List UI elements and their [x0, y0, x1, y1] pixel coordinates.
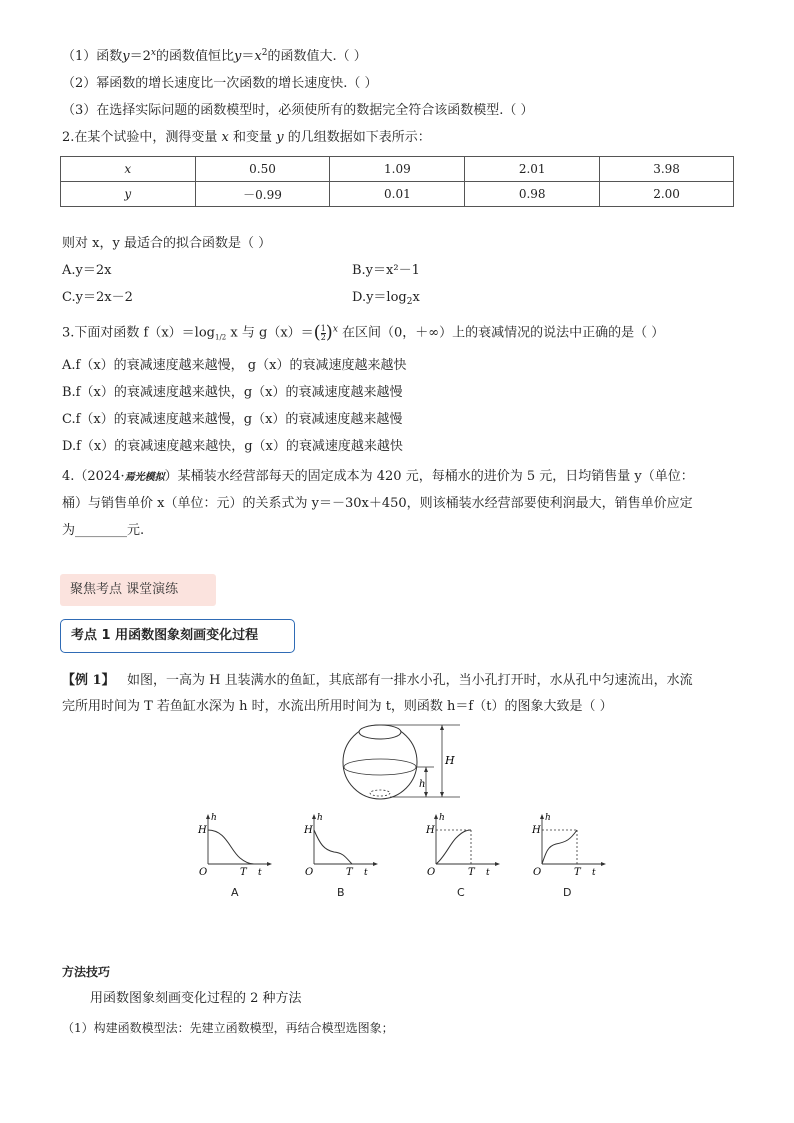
- q3-option-d: D.f（x）的衰减速度越来越快，g（x）的衰减速度越来越快: [62, 439, 403, 454]
- method-line-2: （1）构建函数模型法：先建立函数模型，再结合模型选图象；: [62, 1021, 394, 1035]
- q3-option-a: A.f（x）的衰减速度越来越慢， g（x）的衰减速度越来越快: [62, 358, 407, 373]
- q2-stem: 2.在某个试验中，测得变量 x 和变量 y 的几组数据如下表所示：: [62, 130, 431, 145]
- table-cell: －0.99: [195, 182, 330, 207]
- axis-h: h: [545, 813, 551, 823]
- axis-h: h: [439, 813, 445, 823]
- section-banner: 聚焦考点 课堂演练: [60, 574, 216, 606]
- q1-item-2: （2）幂函数的增长速度比一次函数的增长速度快.（ ）: [62, 76, 378, 91]
- table-cell: x: [61, 157, 196, 182]
- origin: O: [427, 867, 436, 878]
- table-row: [61, 182, 734, 207]
- table-cell: 1.09: [330, 157, 465, 182]
- table-cell: y: [61, 182, 196, 207]
- exam-point-title: 考点 1 用函数图象刻画变化过程: [60, 619, 295, 653]
- axis-h: h: [211, 813, 217, 823]
- q3-option-c: C.f（x）的衰减速度越来越慢，g（x）的衰减速度越来越慢: [62, 412, 403, 427]
- label-H: H: [445, 754, 455, 767]
- table-cell: 0.01: [330, 182, 465, 207]
- table-cell: 3.98: [600, 157, 734, 182]
- graph-b: [302, 812, 382, 882]
- axis-H: H: [532, 825, 541, 836]
- example-line-2: 完所用时间为 T 若鱼缸水深为 h 时，水流出所用时间为 t，则函数 h＝f（t）的图象大致是（ ）: [62, 699, 613, 714]
- origin: O: [199, 867, 208, 878]
- label-h: h: [419, 779, 426, 790]
- table-cell: 0.98: [465, 182, 600, 207]
- axis-H: H: [198, 825, 207, 836]
- table-cell: 2.00: [600, 182, 734, 207]
- graph-d-label: D: [563, 886, 572, 899]
- graph-c: [424, 812, 504, 882]
- method-line-1: 用函数图象刻画变化过程的 2 种方法: [90, 991, 302, 1006]
- table-cell: 2.01: [465, 157, 600, 182]
- q4-line-3: 为________元.: [62, 523, 145, 538]
- axis-T: T: [574, 867, 581, 878]
- graph-b-label: B: [337, 886, 345, 899]
- origin: O: [533, 867, 542, 878]
- q2-option-b: B.y＝x²－1: [352, 263, 420, 278]
- table-row: [61, 157, 734, 182]
- q3-option-b: B.f（x）的衰减速度越来越快，g（x）的衰减速度越来越慢: [62, 385, 403, 400]
- q3-stem: 3.下面对函数 $f(x)=\log_{1/2}$ x 与 $g(x)=(\frac{1}{2}$ )$^x$ 在区间（0，＋∞）上的衰减情况的说法中正确的是（ ）: [62, 322, 665, 343]
- example-line-1: 【例 1】 如图，一高为 H 且装满水的鱼缸，其底部有一排水小孔，当小孔打开时，水从孔中匀速流出，水流: [62, 673, 693, 688]
- axis-H: H: [426, 825, 435, 836]
- fraction: $\frac{1}{2}$: [320, 323, 326, 342]
- graph-a-label: A: [231, 886, 239, 899]
- q4-line-1: 4.（2024·焉光模拟）某桶装水经营部每天的固定成本为 420 元，每桶水的进价为 5 元，日均销售量 y（单位：: [62, 469, 694, 484]
- q2-option-d: $D.y=\log_2x$: [352, 290, 420, 307]
- q2-ask: 则对 x，y 最适合的拟合函数是（ ）: [62, 236, 272, 251]
- axis-t: t: [364, 868, 368, 878]
- q2-option-c: C.y＝2x－2: [62, 290, 133, 305]
- axis-T: T: [468, 867, 475, 878]
- q1-item-1: （1）函数$y=2^x$的函数值恒比$y=x^2$的函数值大.（ ）: [62, 48, 367, 64]
- q4-line-2: 桶）与销售单价 x（单位：元）的关系式为 y＝－30x＋450，则该桶装水经营部要使利润最大，销售单价应定: [62, 496, 693, 511]
- graph-a: [196, 812, 276, 882]
- axis-H: H: [304, 825, 313, 836]
- origin: O: [305, 867, 314, 878]
- table-cell: 0.50: [195, 157, 330, 182]
- method-title: 方法技巧: [62, 965, 111, 979]
- q2-data-table: [60, 156, 734, 207]
- q2-option-a: A.y＝2x: [62, 263, 112, 278]
- graph-d: [530, 812, 610, 882]
- axis-t: t: [258, 868, 262, 878]
- graph-c-label: C: [457, 886, 465, 899]
- q1-item-3: （3）在选择实际问题的函数模型时，必须使所有的数据完全符合该函数模型.（ ）: [62, 103, 534, 118]
- axis-T: T: [346, 867, 353, 878]
- fish-tank-figure: [330, 718, 480, 803]
- axis-T: T: [240, 867, 247, 878]
- axis-t: t: [592, 868, 596, 878]
- axis-h: h: [317, 813, 323, 823]
- axis-t: t: [486, 868, 490, 878]
